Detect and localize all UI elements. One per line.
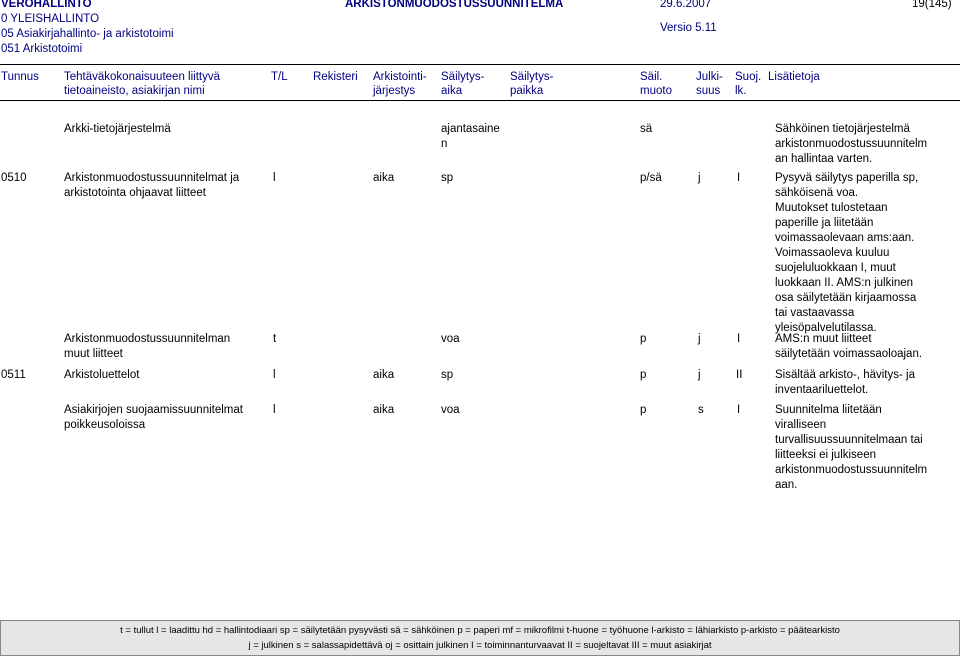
document-version: Versio 5.11 [660, 22, 717, 34]
row-muoto: p [640, 369, 647, 381]
row-name: Arkki-tietojärjestelmä [64, 123, 171, 135]
document-title: ARKISTONMUODOSTUSSUUNNITELMA [345, 0, 564, 10]
row-notes: turvallisuussuunnitelmaan tai [775, 434, 923, 446]
row-notes: an hallintaa varten. [775, 153, 873, 165]
row-tl: t [273, 333, 277, 345]
col-rekisteri: Rekisteri [313, 71, 358, 83]
row-notes: Suunnitelma liitetään [775, 404, 882, 416]
col-julki-line2: suus [696, 85, 721, 97]
header-divider [0, 64, 960, 65]
row-aika: voa [441, 404, 460, 416]
header-category: 0 YLEISHALLINTO [1, 13, 100, 25]
row-notes: Sisältää arkisto-, hävitys- ja [775, 369, 915, 381]
col-suoj-line2: lk. [735, 85, 747, 97]
legend-box [0, 620, 960, 656]
row-name: Asiakirjojen suojaamissuunnitelmat [64, 404, 243, 416]
row-name: arkistotointa ohjaavat liitteet [64, 187, 206, 199]
row-aika: ajantasaine [441, 123, 500, 135]
row-notes: aan. [775, 479, 798, 491]
row-julki: j [698, 369, 701, 381]
legend-line-2: j = julkinen s = salassapidettävä oj = osittain julkinen I = toiminnanturvaavat II = suojeltavat III = muut asiakirjat [248, 640, 712, 651]
col-lisatiedot: Lisätietoja [768, 71, 820, 83]
row-notes: Voimassaoleva kuuluu [775, 247, 890, 259]
header-section: 051 Arkistotoimi [1, 43, 83, 55]
row-muoto: p/sä [640, 172, 662, 184]
legend-line-1: t = tullut l = laadittu hd = hallintodiaari sp = säilytetään pysyvästi sä = sähköinen p = paperi mf = mikrofilmi t-huone = työhuone l-arkisto = lähiarkisto p-arkisto = päätearkisto [120, 625, 840, 636]
row-name: muut liitteet [64, 348, 123, 360]
col-muoto-line1: Säil. [640, 71, 663, 83]
row-notes: osa säilytetään kirjaamossa [775, 292, 917, 304]
col-paikka-line2: paikka [510, 85, 544, 97]
row-aika: n [441, 138, 448, 150]
row-tl: l [273, 369, 276, 381]
col-aika-line1: Säilytys- [441, 71, 485, 83]
row-notes: säilytetään voimassaoloajan. [775, 348, 923, 360]
header-subcategory: 05 Asiakirjahallinto- ja arkistotoimi [1, 28, 174, 40]
row-notes: viralliseen [775, 419, 827, 431]
row-notes: yleisöpalvelutilassa. [775, 322, 877, 334]
row-name: poikkeusoloissa [64, 419, 146, 431]
row-notes: arkistonmuodostussuunnitelm [775, 464, 928, 476]
row-notes: liitteeksi ei julkiseen [775, 449, 876, 461]
row-name: Arkistoluettelot [64, 369, 140, 381]
row-aika: sp [441, 369, 454, 381]
col-jarjestys-line1: Arkistointi- [373, 71, 427, 83]
col-tehtava-line1: Tehtäväkokonaisuuteen liittyvä [64, 71, 220, 83]
row-notes: paperille ja liitetään [775, 217, 874, 229]
col-suoj-line1: Suoj. [735, 71, 762, 83]
row-suoj: I [737, 404, 741, 416]
row-muoto: p [640, 404, 647, 416]
row-suoj: I [737, 172, 741, 184]
row-julki: s [698, 404, 704, 416]
col-julki-line1: Julki- [696, 71, 723, 83]
row-notes: arkistonmuodostussuunnitelm [775, 138, 928, 150]
row-tunnus: 0511 [1, 369, 26, 381]
row-notes: tai vastaavassa [775, 307, 855, 319]
row-muoto: p [640, 333, 647, 345]
row-tl: l [273, 172, 276, 184]
document-date: 29.6.2007 [660, 0, 712, 10]
org-name: VEROHALLINTO [1, 0, 92, 10]
col-tl: T/L [271, 71, 288, 83]
row-suoj: II [736, 369, 743, 381]
row-notes: luokkaan II. AMS:n julkinen [775, 277, 914, 289]
row-jarjestys: aika [373, 404, 395, 416]
row-notes: sähköisenä voa. [775, 187, 859, 199]
col-jarjestys-line2: järjestys [373, 85, 416, 97]
row-jarjestys: aika [373, 172, 395, 184]
row-suoj: I [737, 333, 741, 345]
col-tehtava-line2: tietoaineisto, asiakirjan nimi [64, 85, 205, 97]
row-aika: voa [441, 333, 460, 345]
row-notes: Sähköinen tietojärjestelmä [775, 123, 910, 135]
row-muoto: sä [640, 123, 653, 135]
row-aika: sp [441, 172, 454, 184]
row-tunnus: 0510 [1, 172, 27, 184]
col-paikka-line1: Säilytys- [510, 71, 554, 83]
col-tunnus: Tunnus [1, 71, 39, 83]
row-tl: l [273, 404, 276, 416]
page-number: 19(145) [912, 0, 952, 10]
row-name: Arkistonmuodostussuunnitelmat ja [64, 172, 240, 184]
row-notes: Pysyvä säilytys paperilla sp, [775, 172, 919, 184]
row-notes: AMS:n muut liitteet [775, 333, 872, 345]
row-name: Arkistonmuodostussuunnitelman [64, 333, 231, 345]
col-muoto-line2: muoto [640, 85, 672, 97]
row-notes: voimassaolevaan ams:aan. [775, 232, 915, 244]
col-aika-line2: aika [441, 85, 463, 97]
row-notes: inventaariluettelot. [775, 384, 869, 396]
row-jarjestys: aika [373, 369, 395, 381]
row-notes: suojeluluokkaan I, muut [775, 262, 896, 274]
column-header-divider [0, 100, 960, 101]
row-notes: Muutokset tulostetaan [775, 202, 888, 214]
row-julki: j [698, 333, 701, 345]
row-julki: j [698, 172, 701, 184]
